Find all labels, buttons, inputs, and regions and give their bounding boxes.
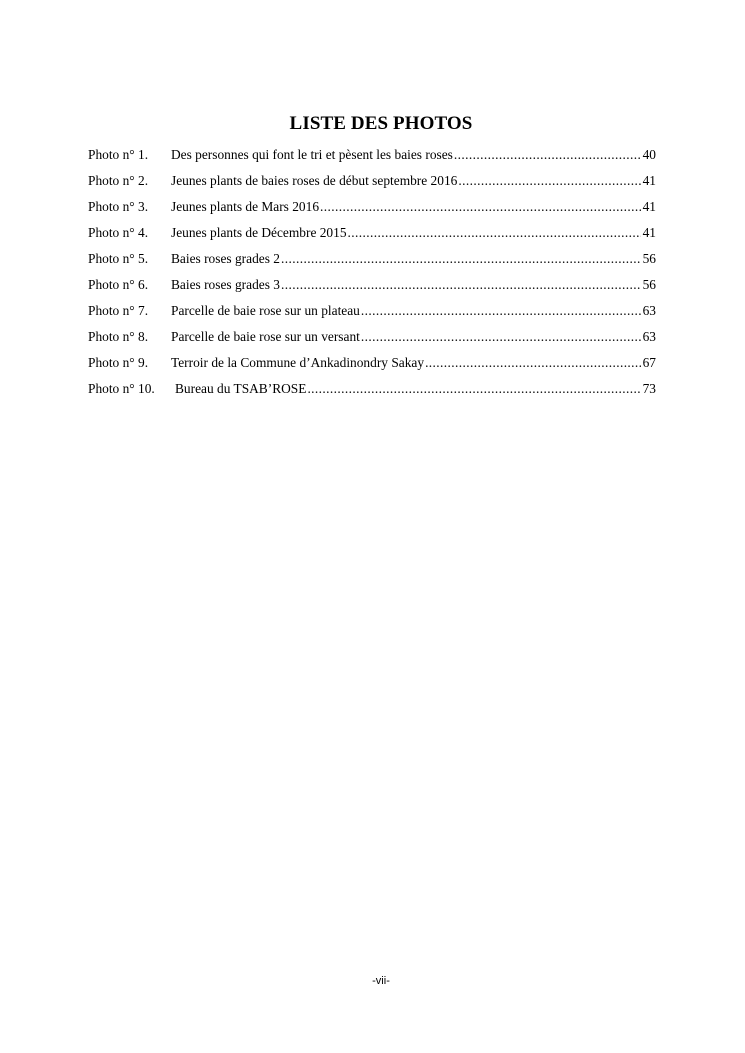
page-reference: 41 [642, 173, 656, 188]
photo-number: Photo n° 5. [88, 251, 149, 266]
photo-number: Photo n° 1. [88, 147, 149, 162]
photo-number: Photo n° 9. [88, 355, 149, 370]
list-item [88, 146, 656, 172]
list-item [88, 302, 656, 328]
page-reference: 67 [642, 355, 656, 370]
dot-leader [425, 354, 641, 372]
photo-number: Photo n° 2. [88, 173, 149, 188]
photo-number: Photo n° 10. [88, 381, 155, 396]
list-item [88, 198, 656, 224]
photo-number: Photo n° 3. [88, 199, 149, 214]
list-item [88, 224, 656, 250]
dot-leader [458, 172, 640, 190]
photo-caption: Jeunes plants de Mars 2016 [171, 199, 320, 214]
page-reference: 40 [642, 147, 656, 162]
dot-leader [307, 380, 640, 398]
dot-leader [281, 250, 641, 268]
dot-leader [320, 198, 641, 216]
list-item [88, 380, 656, 406]
photo-list [88, 146, 656, 406]
photo-caption: Parcelle de baie rose sur un plateau [171, 303, 360, 318]
page-reference: 56 [642, 251, 656, 266]
photo-caption: Jeunes plants de baies roses de début septembre 2016 [171, 173, 458, 188]
page-reference: 56 [642, 277, 656, 292]
page-title: LISTE DES PHOTOS [289, 112, 473, 134]
photo-caption: Jeunes plants de Décembre 2015 [171, 225, 347, 240]
page-reference: 41 [642, 225, 656, 240]
page-reference: 63 [642, 329, 656, 344]
dot-leader [361, 302, 641, 320]
photo-caption: Baies roses grades 3 [171, 277, 280, 292]
photo-caption: Parcelle de baie rose sur un versant [171, 329, 360, 344]
page-number: -vii- [372, 975, 390, 987]
photo-number: Photo n° 4. [88, 225, 149, 240]
dot-leader [361, 328, 641, 346]
dot-leader [281, 276, 641, 294]
page-reference: 63 [642, 303, 656, 318]
page-reference: 73 [642, 381, 656, 396]
photo-caption: Bureau du TSAB’ROSE [175, 381, 307, 396]
page-reference: 41 [642, 199, 656, 214]
photo-caption: Des personnes qui font le tri et pèsent les baies roses [171, 147, 453, 162]
photo-caption: Terroir de la Commune d’Ankadinondry Sakay [171, 355, 425, 370]
list-item [88, 250, 656, 276]
list-item [88, 354, 656, 380]
dot-leader [348, 224, 641, 242]
photo-caption: Baies roses grades 2 [171, 251, 280, 266]
photo-number: Photo n° 6. [88, 277, 149, 292]
photo-number: Photo n° 7. [88, 303, 149, 318]
list-item [88, 172, 656, 198]
photo-number: Photo n° 8. [88, 329, 149, 344]
list-item [88, 276, 656, 302]
list-item [88, 328, 656, 354]
dot-leader [454, 146, 641, 164]
